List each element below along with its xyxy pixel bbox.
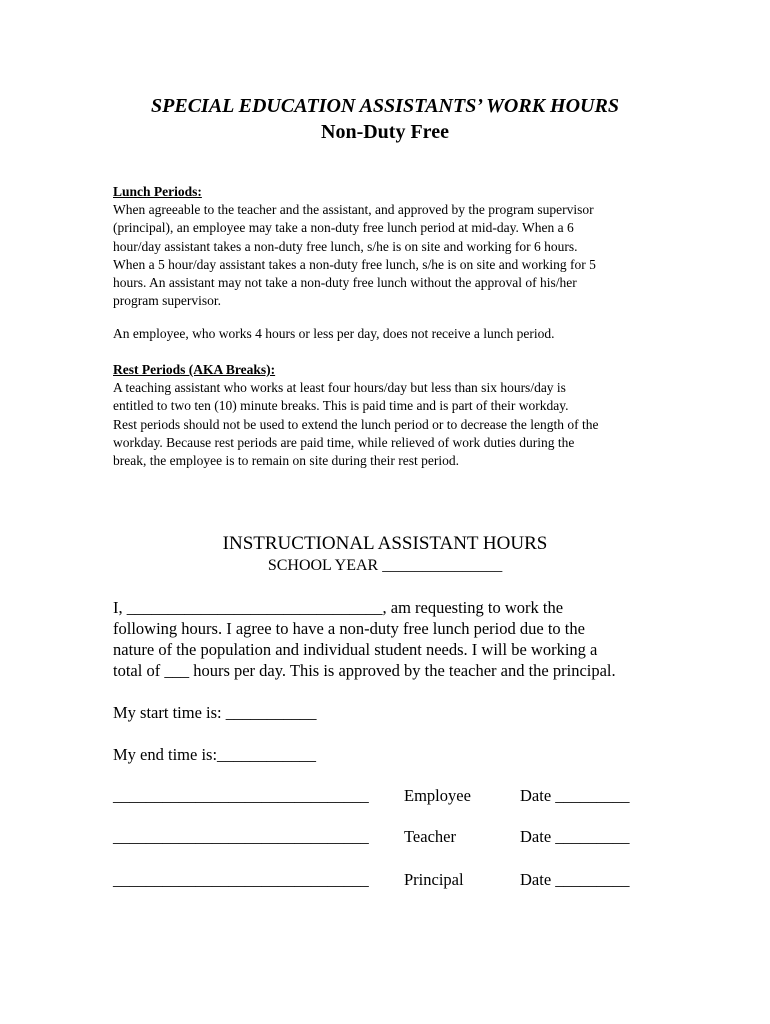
- signature-row-teacher: [113, 826, 673, 848]
- signature-row-principal: [113, 869, 673, 891]
- signature-role: Teacher: [404, 827, 456, 846]
- signature-date: Date _________: [520, 786, 630, 805]
- instructional-heading: INSTRUCTIONAL ASSISTANT HOURS: [222, 533, 548, 554]
- lunch-periods-heading: Lunch Periods:: [113, 184, 202, 199]
- request-statement: I, _______________________________, am requesting to work the following hours. I agree to have a non-duty free lunch period due to the nature of the population and individual student needs. I will be working a total of ___ hours per day. This is approved by the teacher and the principal.: [113, 598, 616, 680]
- rest-periods-section: [113, 361, 663, 470]
- rest-periods-text: A teaching assistant who works at least four hours/day but less than six hours/day is entitled to two ten (10) minute breaks. This is paid time and is part of their workday. Rest periods should not be used to extend the lunch period or to decrease the length of the workday. Because rest periods are paid time, while relieved of work duties during the break, the employee is to remain on site during their rest period.: [113, 380, 599, 469]
- rest-periods-heading: Rest Periods (AKA Breaks):: [113, 362, 276, 377]
- lunch-periods-text: When agreeable to the teacher and the assistant, and approved by the program supervisor (principal), an employee may take a non-duty free lunch period at mid-day. When a 6 hour/day assistant takes a non-duty free lunch, s/he is on site and working for 6 hours. When a 5 hour/day assistant takes a non-duty free lunch, s/he is on site and working for 5 hours. An assistant may not take a non-duty free lunch without the approval of his/her program supervisor.: [113, 202, 596, 309]
- signature-row-employee: [113, 785, 673, 807]
- signature-date: Date _________: [520, 827, 630, 846]
- signature-line: _______________________________: [113, 786, 369, 805]
- page-subtitle: Non-Duty Free: [321, 121, 449, 143]
- page-title: SPECIAL EDUCATION ASSISTANTS’ WORK HOURS: [151, 95, 619, 117]
- start-time-field: My start time is: ___________: [113, 703, 317, 722]
- signature-role: Principal: [404, 870, 464, 889]
- signature-line: _______________________________: [113, 870, 369, 889]
- signature-line: _______________________________: [113, 827, 369, 846]
- signature-role: Employee: [404, 786, 471, 805]
- end-time-field: My end time is:____________: [113, 745, 317, 764]
- school-year-field: SCHOOL YEAR _______________: [267, 557, 503, 574]
- signature-date: Date _________: [520, 870, 630, 889]
- employee-note: An employee, who works 4 hours or less per day, does not receive a lunch period.: [113, 326, 555, 341]
- lunch-periods-section: [113, 183, 663, 310]
